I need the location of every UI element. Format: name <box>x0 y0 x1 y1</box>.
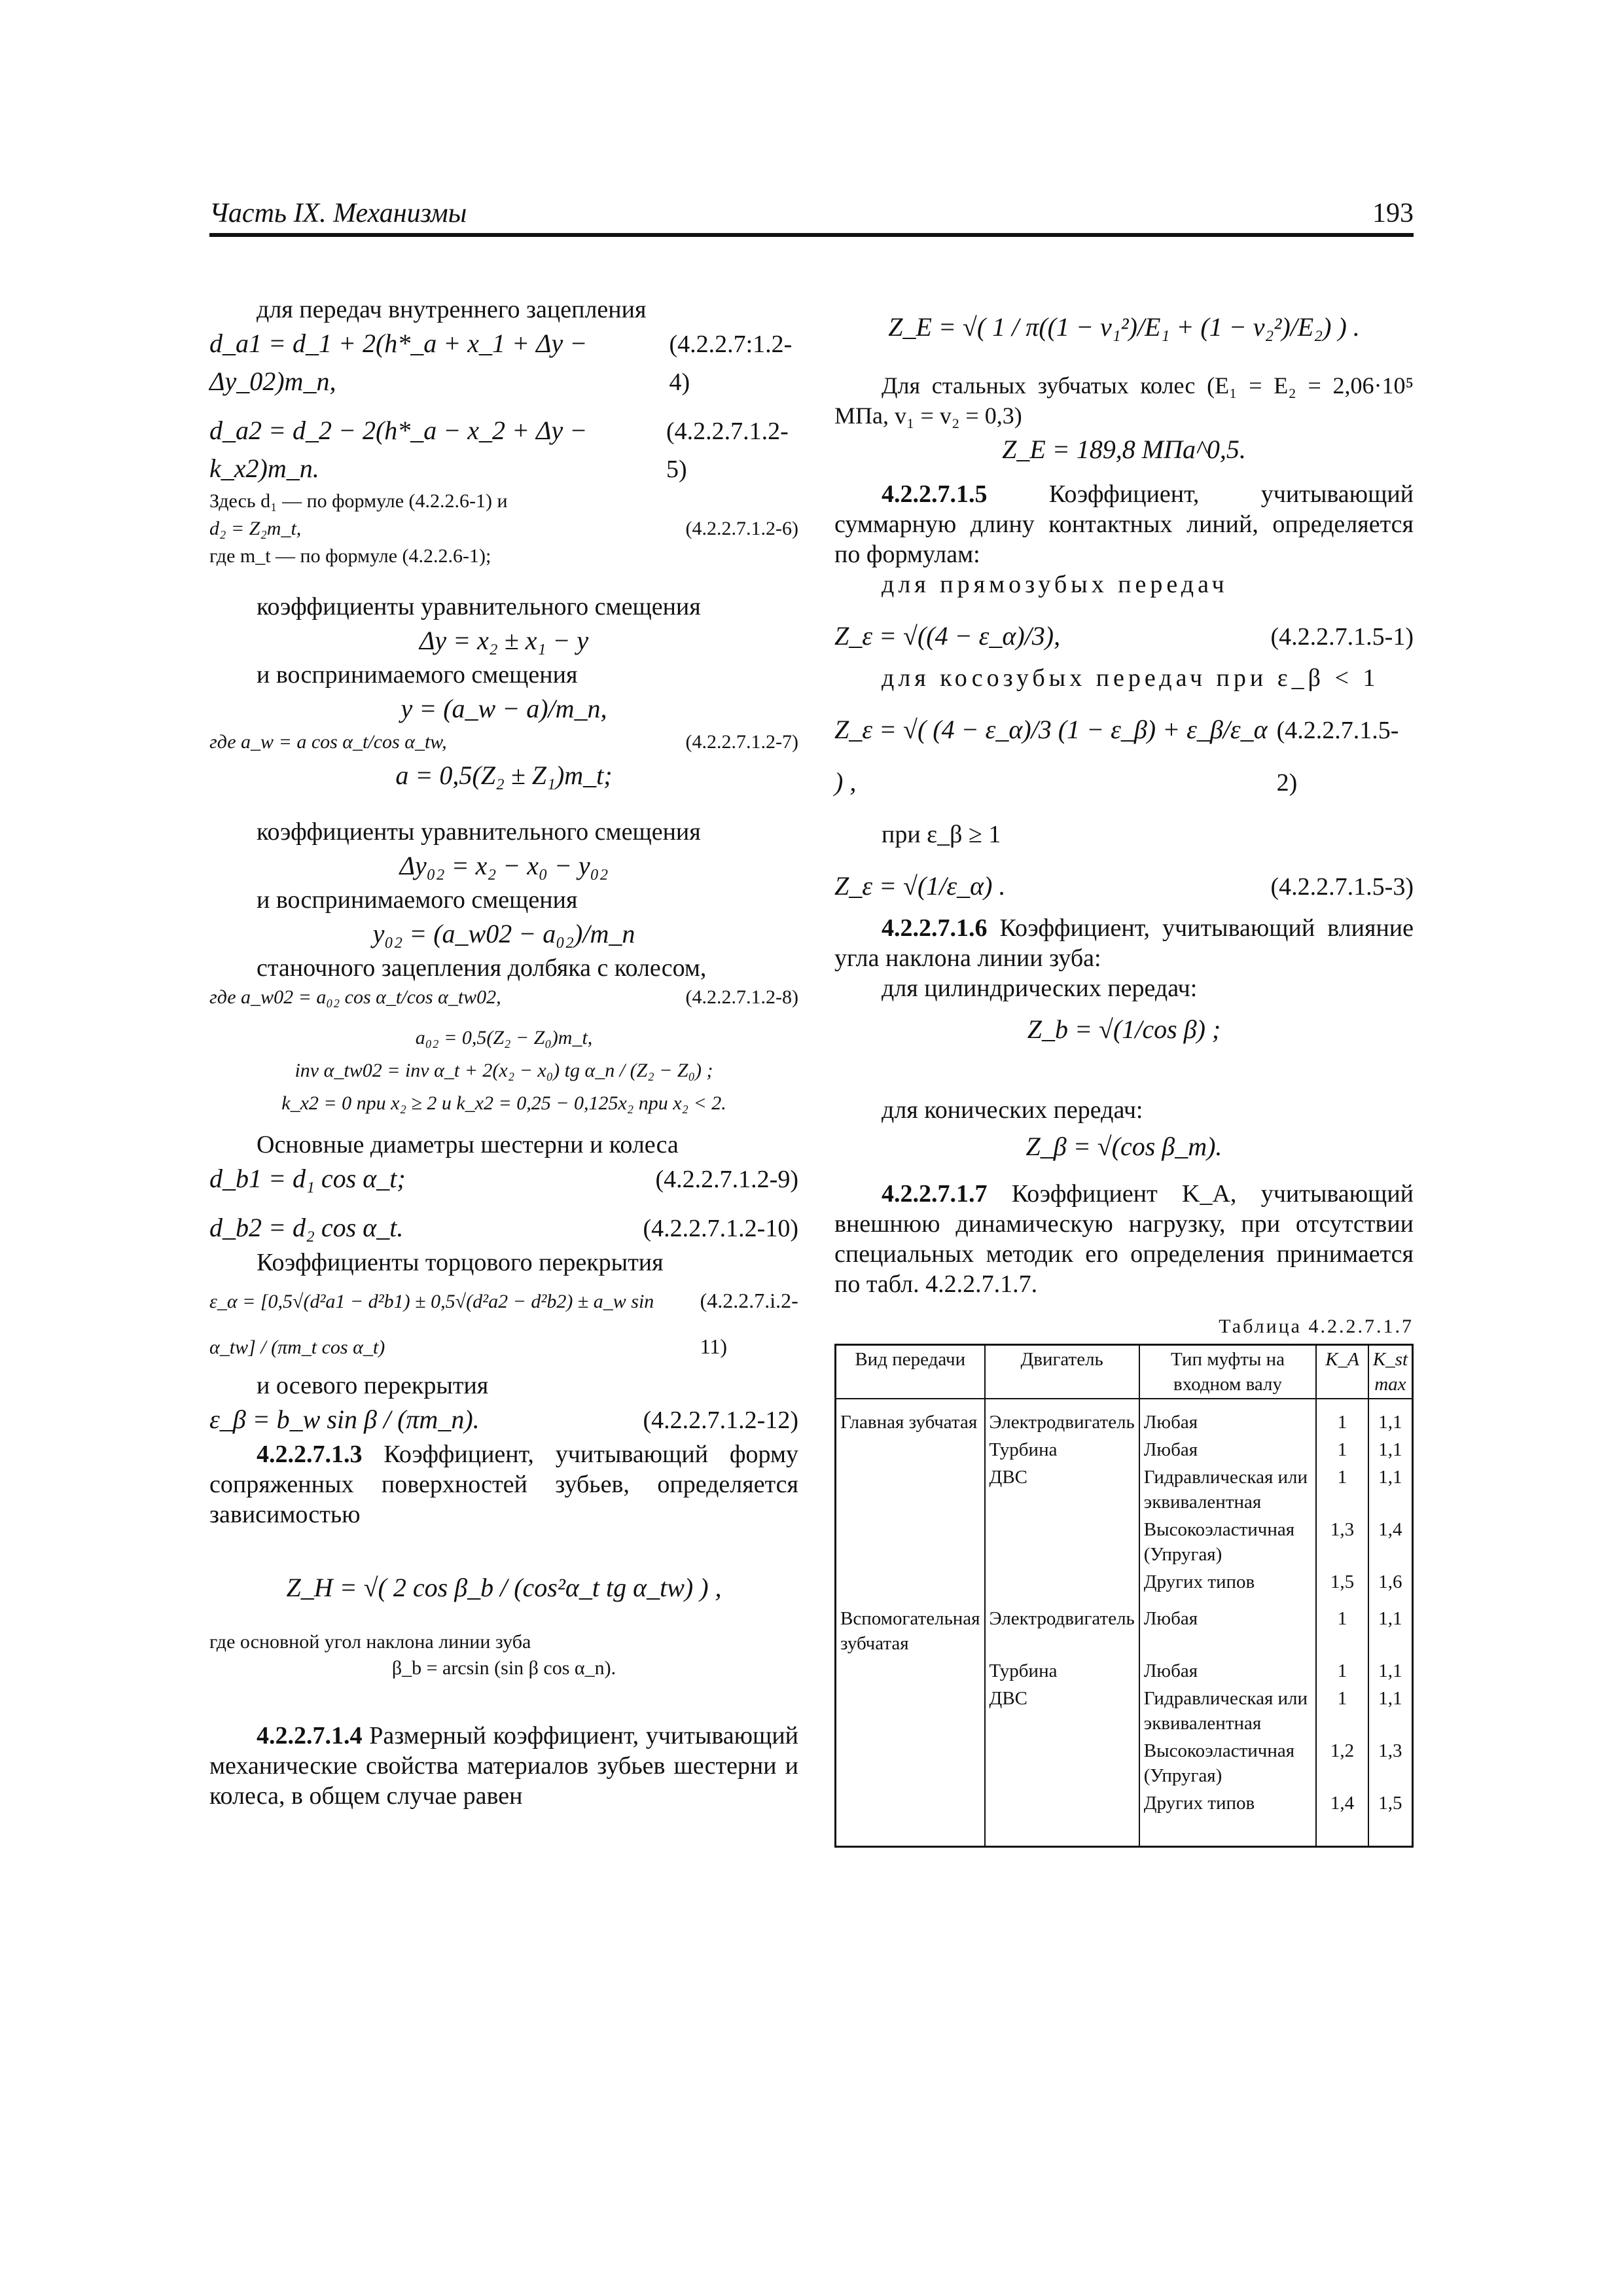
table-cell <box>836 1436 985 1463</box>
text-line: и воспринимаемого смещения <box>257 886 578 914</box>
table-cell: Вспомогательная зубчатая <box>836 1596 985 1657</box>
formula: k_x2 = 0 при x₂ ≥ 2 и k_x2 = 0,25 − 0,125x₂ при x₂ < 2. <box>281 1092 726 1114</box>
formula-row <box>209 983 798 1012</box>
formula: y = (a_w − a)/m_n, <box>401 694 607 723</box>
table-cell: ДВС <box>985 1685 1139 1737</box>
table-cell: Турбина <box>985 1657 1139 1685</box>
table-cell: 1 <box>1316 1596 1368 1657</box>
section-number: 4.2.2.7.1.3 <box>257 1441 363 1468</box>
table-row <box>836 1657 1413 1685</box>
text-line: для передач внутреннего зацепления <box>257 296 647 323</box>
right-column <box>834 295 1414 1848</box>
text-line: Основные диаметры шестерни и колеса <box>257 1131 679 1158</box>
text-line: коэффициенты уравнительного смещения <box>257 593 701 620</box>
paragraph: Для стальных зубчатых колес (E₁ = E₂ = 2,06·10⁵ МПа, v₁ = v₂ = 0,3) <box>834 372 1414 429</box>
table-cell: 1,1 <box>1368 1596 1413 1657</box>
formula-number: (4.2.2.7.1.5-2) <box>1276 717 1399 797</box>
formula: Δy₀₂ = x₂ − x₀ − y₀₂ <box>399 851 609 880</box>
text-line: при ε_β ≥ 1 <box>882 821 1001 848</box>
paragraph-text: Коэффициент, учитывающий форму сопряженных поверхностей зубьев, определяется зависимостью <box>209 1441 798 1528</box>
table-row <box>836 1596 1413 1657</box>
section-number: 4.2.2.7.1.7 <box>882 1180 988 1208</box>
column-header: Вид передачи <box>836 1345 985 1399</box>
table-cell: Главная зубчатая <box>836 1399 985 1436</box>
formula-row <box>209 1209 798 1247</box>
table-cell: 1,4 <box>1368 1516 1413 1568</box>
table-row <box>836 1463 1413 1516</box>
table-row <box>836 1399 1413 1436</box>
table-cell <box>985 1568 1139 1596</box>
table-cell: 1,3 <box>1368 1737 1413 1789</box>
formula-row <box>834 704 1414 809</box>
text-line: для косозубых передач при ε_β < 1 <box>882 664 1380 692</box>
note-line: где основной угол наклона линии зуба <box>209 1631 531 1653</box>
formula-number: (4.2.2.7.1.2-7) <box>685 731 798 753</box>
formula-row <box>209 412 798 488</box>
table-cell: Гидравлическая или эквивалентная <box>1139 1463 1317 1516</box>
table-row <box>836 1568 1413 1596</box>
section-number: 4.2.2.7.1.4 <box>257 1722 363 1749</box>
table-cell: 1,3 <box>1316 1516 1368 1568</box>
formula-number: (4.2.2.7.1.2-12) <box>643 1407 798 1434</box>
table-cell <box>836 1463 985 1516</box>
table-cell: 1,1 <box>1368 1657 1413 1685</box>
formula-number: (4.2.2.7.1.2-5) <box>666 418 789 483</box>
formula-number: (4.2.2.7.i.2-11) <box>700 1289 798 1358</box>
table-cell <box>836 1516 985 1568</box>
note-line: Здесь d₁ — по формуле (4.2.2.6-1) и <box>209 490 508 512</box>
table-cell: 1,1 <box>1368 1463 1413 1516</box>
paragraph <box>834 1179 1414 1299</box>
table-cell: Любая <box>1139 1436 1317 1463</box>
paragraph <box>209 1721 798 1811</box>
formula: Z_b = √(1/cos β) ; <box>1027 1014 1221 1044</box>
table-cell: Любая <box>1139 1596 1317 1657</box>
formula: Z_E = 189,8 МПа^0,5. <box>1002 435 1246 464</box>
table-header-row <box>836 1345 1413 1399</box>
formula-row <box>209 1160 798 1198</box>
formula-row <box>834 610 1414 663</box>
formula: Z_ε = √((4 − ε_α)/3), <box>834 621 1061 651</box>
text-line: станочного зацепления долбяка с колесом, <box>257 954 707 982</box>
formula-row <box>209 1401 798 1439</box>
formula: ε_β = b_w sin β / (πm_n). <box>209 1405 480 1434</box>
formula: Z_E = √( 1 / π((1 − v₁²)/E₁ + (1 − v₂²)/E₂) ) . <box>888 312 1360 342</box>
formula: Z_ε = √( (4 − ε_α)/3 (1 − ε_β) + ε_β/ε_α ) , <box>834 715 1268 797</box>
table-cell: Гидравлическая или эквивалентная <box>1139 1685 1317 1737</box>
table-cell: 1,4 <box>1316 1789 1368 1847</box>
formula-number: (4.2.2.7.1.2-10) <box>643 1215 798 1242</box>
formula: d_a1 = d_1 + 2(h*_a + x_1 + Δy − Δy_02)m_n, <box>209 329 588 396</box>
text-line: для конических передач: <box>882 1096 1143 1124</box>
table-cell: 1 <box>1316 1436 1368 1463</box>
table-cell: Других типов <box>1139 1789 1317 1847</box>
formula: d_b1 = d₁ cos α_t; <box>209 1164 406 1193</box>
text-line: для цилиндрических передач: <box>882 975 1198 1002</box>
text-line: коэффициенты уравнительного смещения <box>257 818 701 846</box>
table-cell <box>836 1568 985 1596</box>
table-cell: Электродвигатель <box>985 1399 1139 1436</box>
formula-row <box>209 325 798 401</box>
formula: β_b = arcsin (sin β cos α_n). <box>391 1657 616 1679</box>
table-cell: 1 <box>1316 1685 1368 1737</box>
table-cell: Любая <box>1139 1399 1317 1436</box>
formula: Δy = x₂ ± x₁ − y <box>419 626 589 655</box>
table-cell <box>836 1657 985 1685</box>
table-caption: Таблица 4.2.2.7.1.7 <box>1219 1316 1414 1337</box>
table-row <box>836 1737 1413 1789</box>
formula: Z_β = √(cos β_m). <box>1026 1132 1222 1161</box>
column-header: Двигатель <box>985 1345 1139 1399</box>
formula-number: (4.2.2.7:1.2-4) <box>669 331 793 396</box>
formula: d_a2 = d_2 − 2(h*_a − x_2 + Δy − k_x2)m_n. <box>209 416 588 483</box>
text-line: и осевого перекрытия <box>257 1372 489 1399</box>
table-row <box>836 1516 1413 1568</box>
formula-number: (4.2.2.7.1.2-8) <box>685 986 798 1008</box>
formula-number: (4.2.2.7.1.2-6) <box>685 518 798 539</box>
coefficient-table <box>834 1344 1414 1848</box>
formula: y₀₂ = (a_w02 − a₀₂)/m_n <box>372 919 635 948</box>
formula-row <box>834 860 1414 913</box>
text-line: для прямозубых передач <box>882 571 1228 598</box>
left-column <box>209 295 798 1811</box>
paragraph-text: Коэффициент, учитывающий суммарную длину контактных линий, определяется по формулам: <box>834 480 1414 568</box>
formula-row <box>209 1278 798 1371</box>
running-header: Часть IX. Механизмы <box>209 198 467 228</box>
table-cell: 1,5 <box>1316 1568 1368 1596</box>
table-cell: Высокоэластичная (Упругая) <box>1139 1737 1317 1789</box>
note-line: где m_t — по формуле (4.2.2.6-1); <box>209 545 491 567</box>
paragraph <box>834 479 1414 569</box>
table-cell: 1 <box>1316 1657 1368 1685</box>
paragraph-text: Коэффициент K_A, учитывающий внешнюю динамическую нагрузку, при отсутствии специальных методик его определения принимается по табл. 4.2.2.7.1.7. <box>834 1180 1414 1298</box>
formula: a = 0,5(Z₂ ± Z₁)m_t; <box>395 761 613 790</box>
column-header: K_st max <box>1368 1345 1413 1399</box>
table-row <box>836 1436 1413 1463</box>
formula: где a_w = a cos α_t/cos α_tw, <box>209 731 447 753</box>
paragraph-text: Размерный коэффициент, учитывающий механические свойства материалов зубьев шестерни и колеса, в общем случае равен <box>209 1722 798 1810</box>
section-number: 4.2.2.7.1.5 <box>882 480 988 508</box>
table-row <box>836 1685 1413 1737</box>
table-cell: Электродвигатель <box>985 1596 1139 1657</box>
section-number: 4.2.2.7.1.6 <box>882 914 988 942</box>
text-line: и воспринимаемого смещения <box>257 661 578 689</box>
column-header: K_A <box>1316 1345 1368 1399</box>
table-cell: 1 <box>1316 1463 1368 1516</box>
table-cell <box>985 1516 1139 1568</box>
table-cell: 1,1 <box>1368 1436 1413 1463</box>
paragraph <box>834 913 1414 973</box>
table-cell: 1,2 <box>1316 1737 1368 1789</box>
text-line: Коэффициенты торцового перекрытия <box>257 1249 664 1276</box>
table-cell: Других типов <box>1139 1568 1317 1596</box>
paragraph <box>209 1439 798 1530</box>
table-cell: Турбина <box>985 1436 1139 1463</box>
column-header: Тип муфты на входном валу <box>1139 1345 1317 1399</box>
formula-number: (4.2.2.7.1.5-1) <box>1270 623 1414 651</box>
formula: a₀₂ = 0,5(Z₂ − Z₀)m_t, <box>415 1027 593 1049</box>
header-rule <box>209 233 1414 237</box>
formula: d₂ = Z₂m_t, <box>209 518 302 539</box>
table-cell: 1 <box>1316 1399 1368 1436</box>
formula-number: (4.2.2.7.1.2-9) <box>655 1166 798 1193</box>
table-cell: 1,1 <box>1368 1685 1413 1737</box>
table-row <box>836 1789 1413 1847</box>
table-cell <box>985 1737 1139 1789</box>
paragraph-text: Коэффициент, учитывающий влияние угла наклона линии зуба: <box>834 914 1414 972</box>
table-cell: 1,5 <box>1368 1789 1413 1847</box>
formula: inv α_tw02 = inv α_t + 2(x₂ − x₀) tg α_n / (Z₂ − Z₀) ; <box>294 1060 713 1081</box>
table-cell: ДВС <box>985 1463 1139 1516</box>
formula-row <box>209 514 798 543</box>
table-cell <box>985 1789 1139 1847</box>
formula: d_b2 = d₂ cos α_t. <box>209 1213 404 1242</box>
table-cell <box>836 1685 985 1737</box>
formula-row <box>209 728 798 757</box>
formula-number: (4.2.2.7.1.5-3) <box>1270 873 1414 901</box>
table-cell: 1,6 <box>1368 1568 1413 1596</box>
table-cell: Любая <box>1139 1657 1317 1685</box>
formula: Z_ε = √(1/ε_α) . <box>834 871 1006 901</box>
formula: Z_H = √( 2 cos β_b / (cos²α_t tg α_tw) ) , <box>286 1573 722 1602</box>
formula: ε_α = [0,5√(d²a1 − d²b1) ± 0,5√(d²a2 − d²b2) ± a_w sin α_tw] / (πm_t cos α_t) <box>209 1291 654 1358</box>
page-number: 193 <box>1372 198 1414 228</box>
table-cell <box>836 1737 985 1789</box>
table-cell: 1,1 <box>1368 1399 1413 1436</box>
table-cell <box>836 1789 985 1847</box>
table-cell: Высокоэластичная (Упругая) <box>1139 1516 1317 1568</box>
formula: где a_w02 = a₀₂ cos α_t/cos α_tw02, <box>209 986 501 1008</box>
